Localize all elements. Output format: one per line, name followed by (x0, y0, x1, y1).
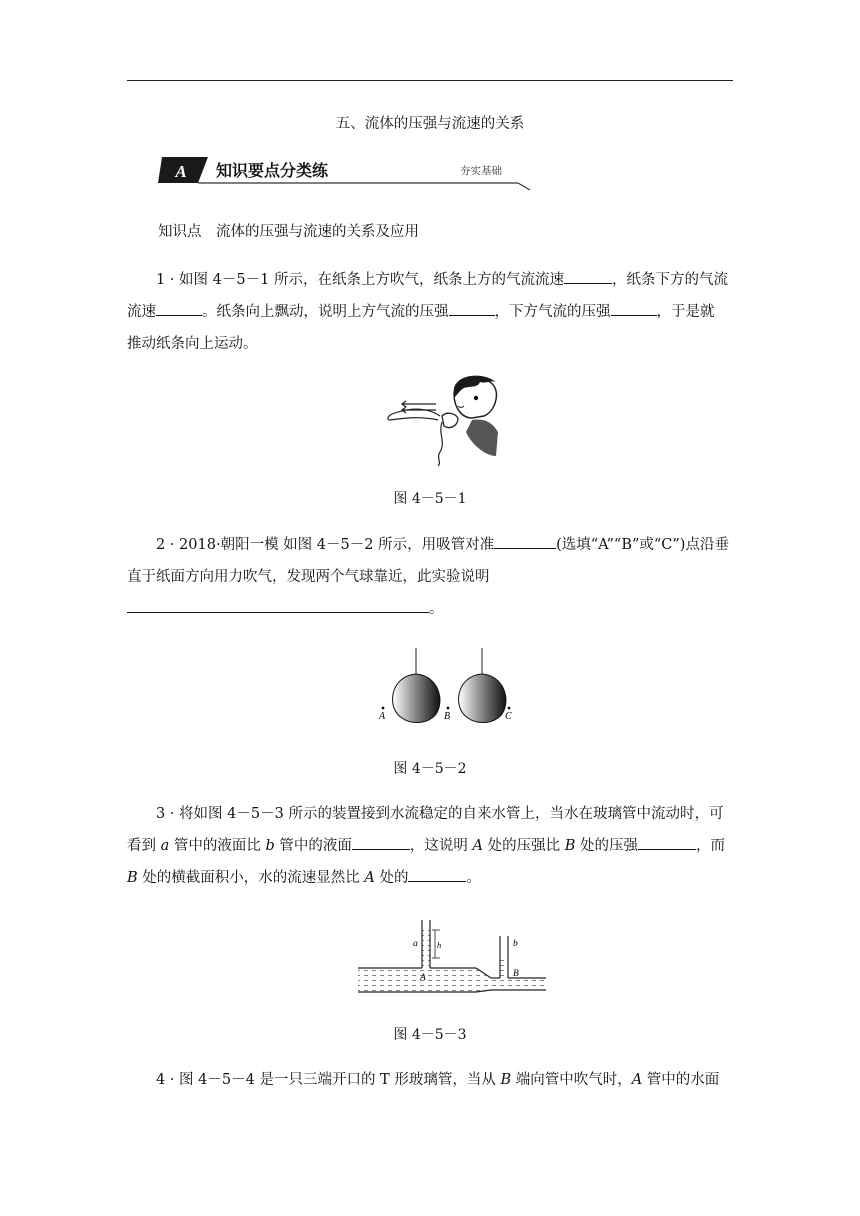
answer-blank (352, 835, 410, 850)
question-2-line-2 (127, 561, 733, 593)
spaced-char: 气 (257, 569, 272, 585)
spaced-char: 纸 (156, 569, 171, 585)
question-1: 1 · 如图 4－5－1 所示，在纸条上方吹气，纸条上方的气流流速 ，纸条下方的气流 流速 。纸条向上飘动，说明上方气流的压强 ，下方气流的压强 ，于是就 推动纸条向上运动。 (127, 264, 733, 360)
spaced-char: 直 (127, 569, 142, 585)
point-label-a: A (379, 711, 386, 722)
spaced-char: 向 (199, 569, 214, 585)
answer-blank (564, 269, 612, 284)
banner-title: 知识要点分类练 (216, 161, 329, 180)
figure-caption-1: 图 4－5－1 (393, 491, 467, 507)
answer-blank (611, 301, 657, 316)
tube-label-a: a (413, 939, 418, 949)
spaced-char: 现 (301, 569, 316, 585)
tube-label-b: b (513, 939, 518, 949)
spaced-char: 靠 (373, 569, 388, 585)
point-label-B: B (513, 969, 519, 979)
question-3: 3 · 将如图 4－5－3 所示的装置接到水流稳定的自来水管上，当水在玻璃管中流动时，可 看到 a 管中的液面比 b 管中的液面 ，这说明 A 处的压强比 B 处的压强 ，而 B 处的横截面积小，水的流速显然比 A 处的 。 (127, 806, 725, 886)
answer-blank (156, 301, 202, 316)
spaced-char: 力 (228, 569, 243, 585)
point-label-A: A (420, 973, 426, 983)
spaced-char: 方 (185, 569, 200, 585)
spaced-char: 个 (330, 569, 345, 585)
banner-mark: A (175, 162, 187, 181)
banner-tag: 夯实基础 (460, 165, 502, 177)
answer-blank (638, 835, 696, 850)
spaced-char: 气 (344, 569, 359, 585)
spaced-char: 球 (359, 569, 374, 585)
figure-balloons (372, 646, 522, 726)
spaced-char: 验 (446, 569, 461, 585)
question-2: 2 · 2018·朝阳一模 如图 4－5－2 所示，用吸管对准 (选填“A”“B”或“C”)点沿垂 直于纸面方向用力吹气，发现两个气球靠近，此实验说明 。 (127, 529, 733, 625)
height-label-h: h (437, 940, 442, 950)
figure-boy-blowing (380, 372, 510, 468)
spaced-char: 近 (388, 569, 403, 585)
point-label-c: C (505, 711, 512, 722)
spaced-char: 用 (214, 569, 229, 585)
section-title: 五、流体的压强与流速的关系 (335, 116, 525, 132)
spaced-char: 实 (431, 569, 446, 585)
point-label-b: B (444, 711, 451, 722)
header-rule (127, 80, 733, 81)
answer-blank (494, 534, 556, 549)
section-banner (158, 153, 538, 191)
knowledge-point: 知识点 流体的压强与流速的关系及应用 (158, 224, 419, 240)
figure-caption-2: 图 4－5－2 (393, 761, 467, 777)
figure-pipe (356, 918, 546, 998)
spaced-char: ， (272, 569, 287, 585)
spaced-char: 此 (417, 569, 432, 585)
spaced-char: 面 (170, 569, 185, 585)
question-4: 4 · 图 4－5－4 是一只三端开口的 T 形玻璃管，当从 B 端向管中吹气时，A 管中的水面 (156, 1072, 720, 1088)
answer-blank (449, 301, 495, 316)
answer-blank (408, 867, 466, 882)
figure-caption-3: 图 4－5－3 (393, 1027, 467, 1043)
spaced-char: 吹 (243, 569, 258, 585)
spaced-char: 两 (315, 569, 330, 585)
spaced-char: 说 (460, 569, 475, 585)
spaced-char: ， (402, 569, 417, 585)
spaced-char: 发 (286, 569, 301, 585)
spaced-char: 明 (475, 569, 490, 585)
spaced-char: 于 (141, 569, 156, 585)
answer-blank (127, 598, 429, 613)
